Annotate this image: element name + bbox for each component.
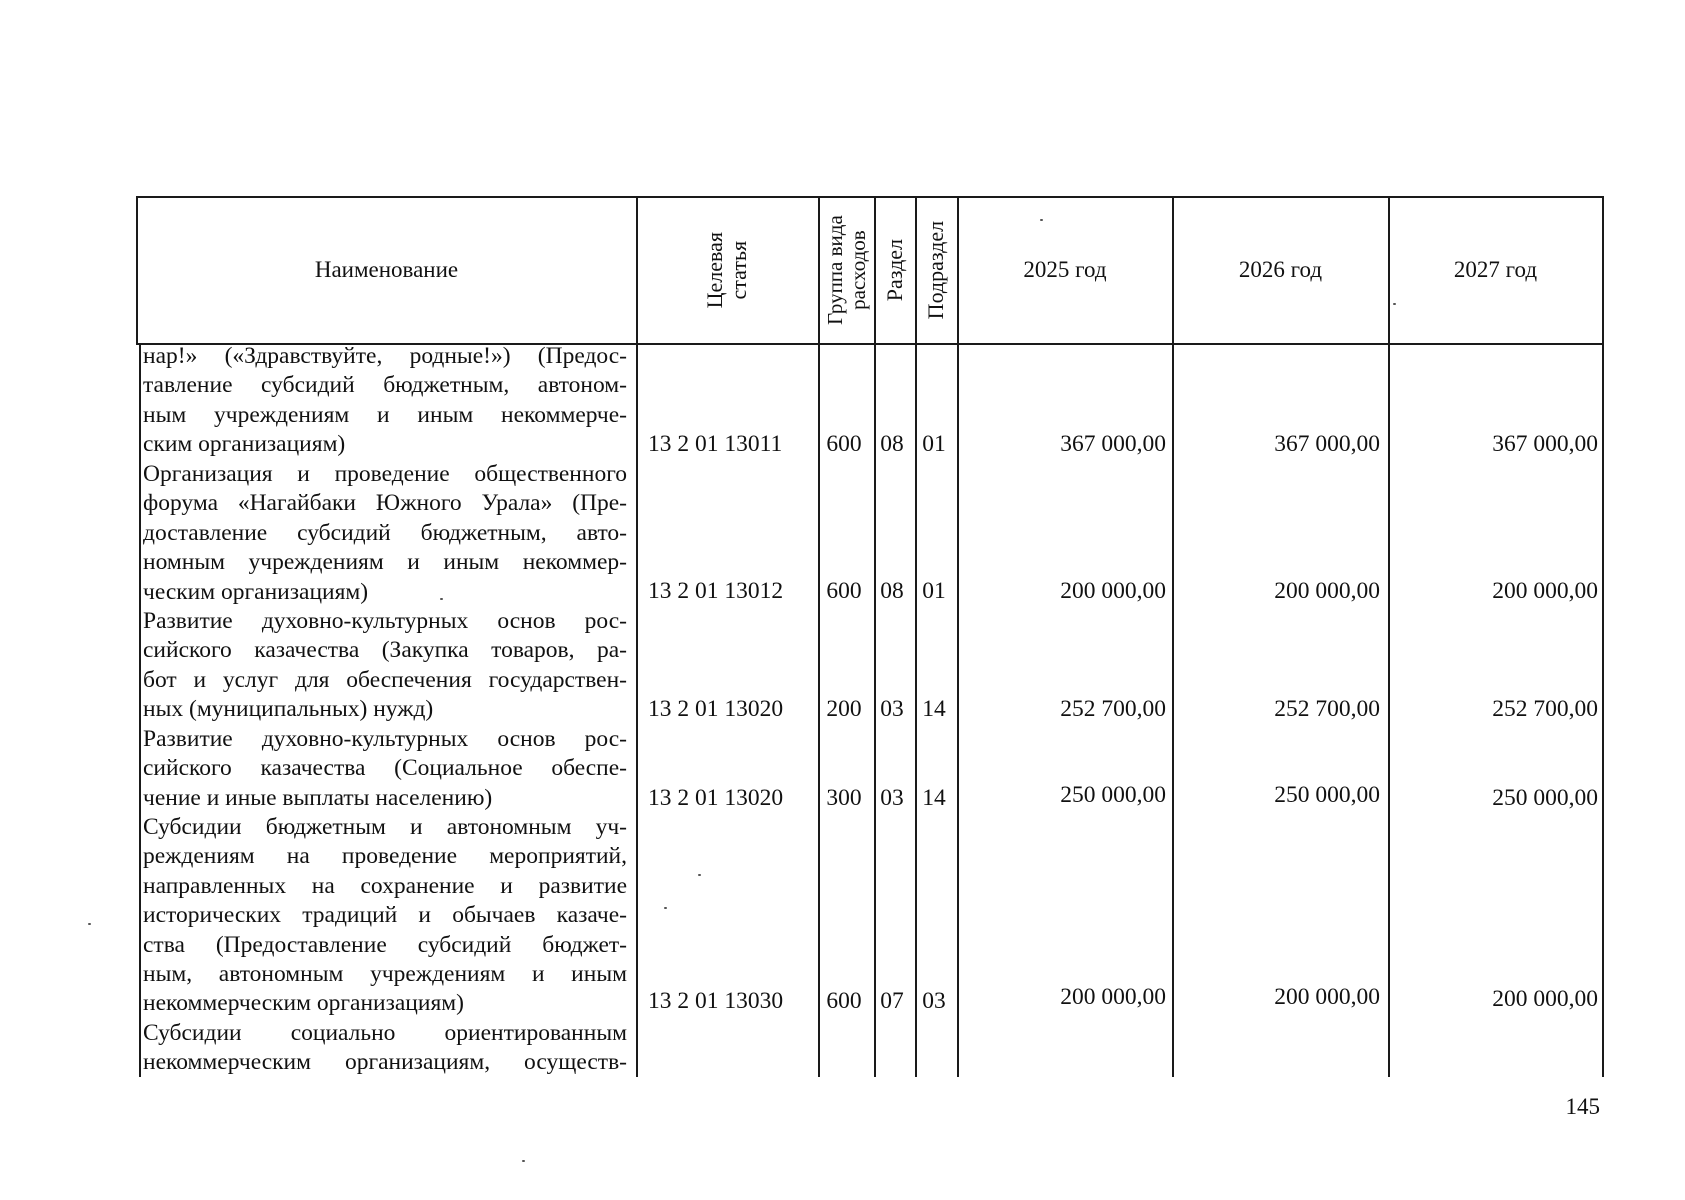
row-4-line-1: Развитие духовно-культурных основ рос- — [143, 726, 627, 752]
row-2-section: 08 — [880, 578, 904, 604]
row-3-line-4: ных (муниципальных) нужд) — [143, 696, 434, 723]
row-4-group: 300 — [826, 785, 862, 811]
header-year-2027-label: 2027 год — [1453, 256, 1538, 282]
row-3-line-1: Развитие духовно-культурных основ рос- — [143, 608, 627, 634]
row-3-2026: 252 700,00 — [1274, 696, 1380, 722]
row-6-line-2: некоммерческим организациям, осуществ- — [143, 1049, 627, 1076]
row-3-2027: 252 700,00 — [1492, 696, 1598, 722]
table-right-border — [1602, 196, 1604, 1077]
row-5-group: 600 — [826, 988, 862, 1014]
row-1-line-1: нар!» («Здравствуйте, родные!») (Предос- — [143, 343, 627, 369]
row-4-description — [143, 725, 627, 813]
header-section — [875, 197, 915, 343]
scan-speck — [698, 874, 701, 876]
row-2-code: 13 2 01 13012 — [648, 578, 784, 604]
scan-speck — [522, 1160, 525, 1162]
row-3-code: 13 2 01 13020 — [648, 696, 784, 722]
header-section-label: Раздел — [881, 238, 907, 302]
row-4-section: 03 — [880, 785, 904, 811]
row-5-description — [143, 813, 627, 1019]
scan-speck — [1040, 219, 1043, 221]
scan-speck — [1393, 303, 1396, 305]
row-5-code: 13 2 01 13030 — [648, 988, 784, 1014]
row-4-2027: 250 000,00 — [1492, 785, 1598, 811]
row-1-subsection: 01 — [922, 431, 946, 457]
row-5-2026: 200 000,00 — [1274, 984, 1380, 1010]
row-5-line-6: ным, автономным учреждениям и иным — [143, 961, 627, 988]
header-year-2026 — [1173, 197, 1388, 343]
header-subsection-label: Подраздел — [923, 220, 949, 320]
row-3-line-3: бот и услуг для обеспечения государствен- — [143, 666, 627, 693]
row-2-line-3: доставление субсидий бюджетным, авто- — [143, 519, 627, 546]
header-subsection — [916, 197, 957, 343]
row-1-description — [143, 342, 627, 460]
row-5-line-7: некоммерческим организациям) — [143, 990, 464, 1017]
row-5-2027: 200 000,00 — [1492, 986, 1598, 1012]
row-5-line-4: исторических традиций и обычаев казаче- — [143, 902, 627, 929]
header-year-2025 — [958, 197, 1172, 343]
row-4-2025: 250 000,00 — [1060, 782, 1166, 808]
header-year-2025-label: 2025 год — [1023, 256, 1107, 282]
row-3-line-2: сийского казачества (Закупка товаров, ра- — [143, 637, 627, 664]
header-target-article — [637, 197, 818, 343]
row-1-group: 600 — [826, 431, 862, 457]
row-2-line-2: форума «Нагайбаки Южного Урала» (Пре- — [143, 490, 627, 517]
header-target-article-line-2: статья — [726, 240, 752, 300]
row-3-description — [143, 607, 627, 725]
row-1-2026: 367 000,00 — [1274, 431, 1380, 457]
row-1-line-4: ским организациям) — [143, 431, 346, 458]
row-3-group: 200 — [826, 696, 862, 722]
row-5-section: 07 — [880, 988, 904, 1014]
row-6-line-1: Субсидии социально ориентированным — [143, 1020, 627, 1046]
row-6-description — [143, 1019, 627, 1078]
row-1-line-3: ным учреждениям и иным некоммерче- — [143, 401, 627, 428]
row-5-line-1: Субсидии бюджетным и автономным уч- — [143, 814, 627, 840]
header-target-article-line-1: Целевая — [702, 231, 728, 309]
row-1-section: 08 — [880, 431, 904, 457]
table-left-border-body — [139, 343, 141, 1077]
row-2-2025: 200 000,00 — [1060, 578, 1166, 604]
header-year-2026-label: 2026 год — [1238, 256, 1323, 282]
row-4-line-2: сийского казачества (Социальное обеспе- — [143, 755, 627, 782]
row-2-group: 600 — [826, 578, 862, 604]
row-2-line-1: Организация и проведение общественного — [143, 461, 627, 487]
scan-speck — [664, 907, 667, 909]
row-4-line-3: чение и иные выплаты населению) — [143, 784, 493, 811]
row-5-line-5: ства (Предоставление субсидий бюджет- — [143, 931, 627, 958]
row-2-line-4: номным учреждениям и иным некоммер- — [143, 549, 627, 576]
row-3-2025: 252 700,00 — [1060, 696, 1166, 722]
header-expense-group-line-1: Группа вида — [822, 215, 847, 325]
row-5-subsection: 03 — [922, 988, 946, 1014]
row-5-2025: 200 000,00 — [1060, 984, 1166, 1010]
header-expense-group — [819, 197, 874, 343]
row-2-line-5: ческим организациям) — [143, 578, 369, 605]
row-1-code: 13 2 01 13011 — [648, 431, 783, 457]
row-2-2027: 200 000,00 — [1492, 578, 1598, 604]
header-expense-group-line-2: расходов — [845, 230, 870, 310]
row-1-2027: 367 000,00 — [1492, 431, 1598, 457]
row-4-2026: 250 000,00 — [1274, 782, 1380, 808]
row-4-code: 13 2 01 13020 — [648, 785, 784, 811]
row-2-description — [143, 460, 627, 607]
row-2-subsection: 01 — [922, 578, 946, 604]
row-3-subsection: 14 — [922, 696, 946, 722]
row-2-2026: 200 000,00 — [1274, 578, 1380, 604]
header-year-2027 — [1389, 197, 1602, 343]
scan-speck — [88, 923, 91, 925]
scan-speck — [440, 598, 443, 600]
row-5-line-3: направленных на сохранение и развитие — [143, 872, 627, 899]
row-1-2025: 367 000,00 — [1060, 431, 1166, 457]
row-4-subsection: 14 — [922, 785, 946, 811]
page-number: 145 — [1565, 1094, 1600, 1119]
header-name — [137, 197, 636, 343]
row-1-line-2: тавление субсидий бюджетным, автоном- — [143, 372, 627, 399]
header-name-label: Наименование — [314, 256, 459, 282]
row-3-section: 03 — [880, 696, 904, 722]
row-5-line-2: реждениям на проведение мероприятий, — [143, 843, 627, 870]
